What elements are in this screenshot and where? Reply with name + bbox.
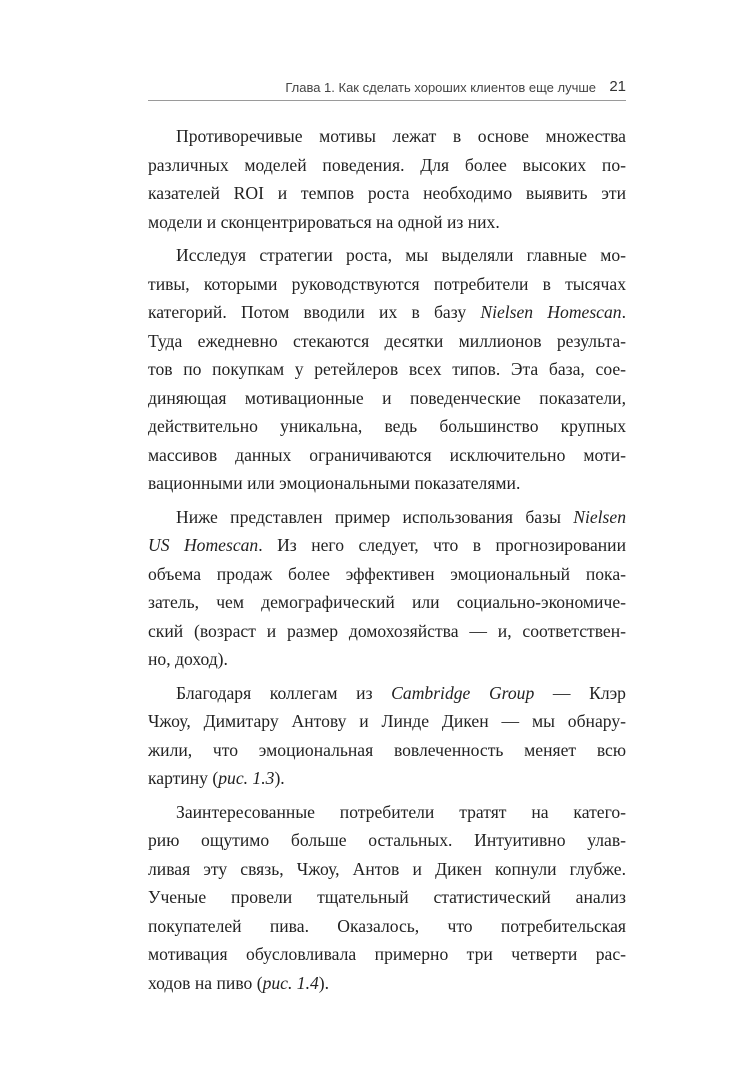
text-line [148, 764, 626, 793]
text-line: Исследуя стратегии роста, мы выделяли главные мо- [176, 245, 626, 265]
header-rule [148, 100, 626, 101]
chapter-title: Глава 1. Как сделать хороших клиентов еще лучше [285, 80, 596, 95]
text-run: категорий. Потом вводили их в базу [148, 302, 481, 322]
text-line: но, доход). [148, 649, 228, 669]
text-run: . Из него следует, что в прогнозировании [258, 535, 627, 555]
paragraph-3 [148, 503, 626, 674]
text-line: Заинтересованные потребители тратят на катего- [176, 801, 626, 822]
text-run: ). [318, 972, 330, 993]
text-line: Туда ежедневно стекаются десятки миллионов результа- [148, 330, 626, 351]
emphasis: рис. 1.4 [262, 972, 319, 993]
text-line: объема продаж более эффективен эмоциональный пока- [148, 563, 626, 584]
text-line: ский (возраст и размер домохозяйства — и, соответствен- [148, 620, 626, 641]
text-line: рию ощутимо больше остальных. Интуитивно улав- [148, 830, 626, 850]
text-run: Ниже представлен пример использования базы [176, 506, 574, 527]
text-line: действительно уникальна, ведь большинство крупных [148, 416, 626, 436]
text-line: ливая эту связь, Чжоу, Антов и Дикен копнули глубже. [148, 858, 626, 879]
text-run: ходов на пиво ( [148, 972, 263, 993]
text-run: ). [274, 768, 285, 788]
text-line: тов по покупкам у ретейлеров всех типов. Эта база, сое- [148, 359, 626, 379]
text-line: диняющая мотивационные и поведенческие показатели, [148, 387, 626, 408]
text-run: картину ( [148, 768, 219, 788]
text-line [148, 503, 626, 532]
text-line [148, 969, 626, 998]
emphasis: рис. 1.3 [218, 768, 275, 788]
text-run: . [621, 302, 626, 322]
text-line: мотивация обусловливала примерно три четверти рас- [148, 944, 626, 964]
text-line [148, 298, 626, 327]
paragraph-2 [148, 241, 626, 498]
text-line: Противоречивые мотивы лежат в основе множества [176, 126, 626, 146]
text-line [148, 531, 626, 560]
text-line: покупателей пива. Оказалось, что потребительская [148, 915, 626, 936]
text-line: модели и сконцентрироваться на одной из них. [148, 211, 500, 232]
text-line: Ученые провели тщательный статистический анализ [148, 887, 626, 907]
text-line: затель, чем демографический или социально-экономиче- [148, 592, 626, 612]
emphasis: Nielsen Homescan [480, 302, 622, 322]
text-line: тивы, которыми руководствуются потребители в тысячах [148, 273, 626, 294]
text-line [148, 679, 626, 708]
text-line: вационными или эмоциональными показателями. [148, 473, 521, 493]
body-text [148, 122, 626, 1002]
text-line: различных моделей поведения. Для более высоких по- [148, 154, 626, 175]
emphasis: Nielsen [573, 506, 626, 527]
emphasis: US Homescan [148, 535, 259, 555]
paragraph-1 [148, 122, 626, 236]
text-line: Чжоу, Димитару Антову и Линде Дикен — мы обнару- [148, 711, 626, 731]
page-number: 21 [609, 78, 626, 95]
emphasis: Cambridge Group [391, 682, 535, 703]
text-run: Благодаря коллегам из [176, 682, 392, 703]
text-run: — Клэр [534, 682, 626, 703]
text-line: массивов данных ограничиваются исключительно моти- [148, 444, 626, 465]
paragraph-5 [148, 798, 626, 998]
paragraph-4 [148, 679, 626, 793]
running-header [148, 78, 626, 98]
text-line: казателей ROI и темпов роста необходимо выявить эти [148, 183, 626, 203]
text-line: жили, что эмоциональная вовлеченность меняет всю [148, 739, 626, 760]
